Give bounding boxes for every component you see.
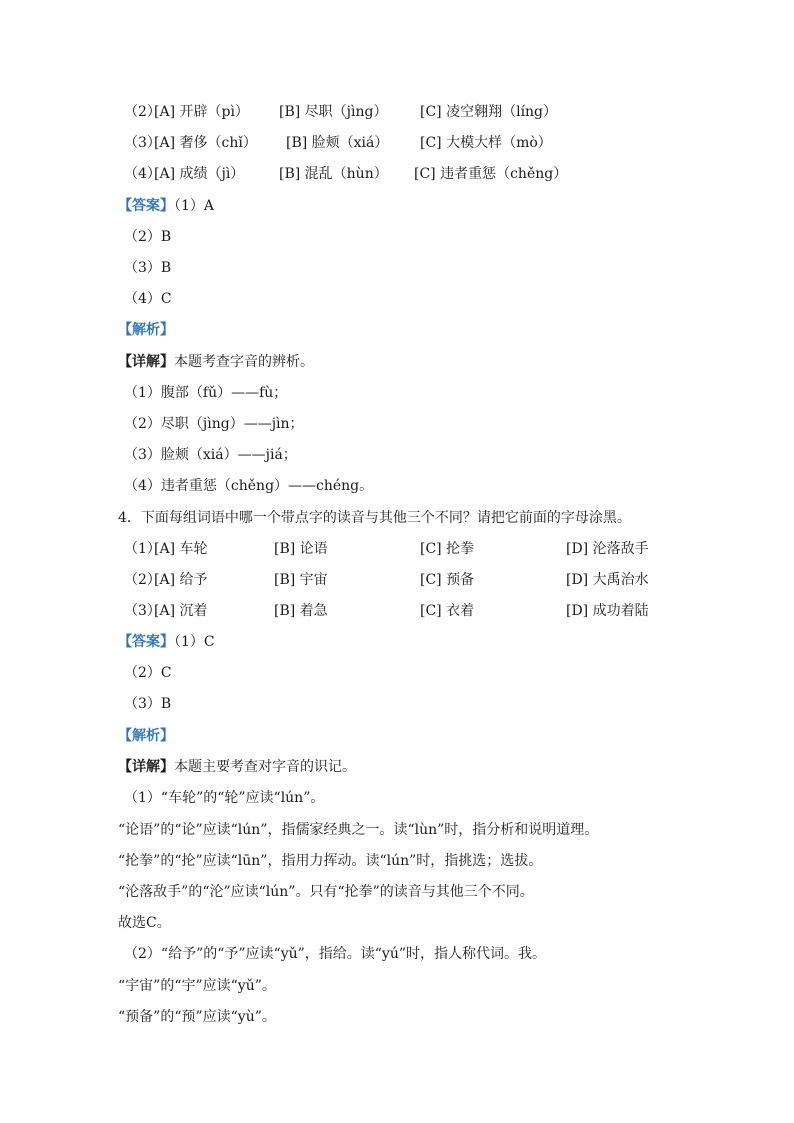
option-b: [B] 脸颊（xiá） (286, 135, 389, 151)
q4-detail-7: “宇宙”的“宇”应读“yǔ”。 (118, 978, 276, 994)
q3-detail-3: （3）脸颊（xiá）——jiá； (124, 447, 297, 463)
q4-answer-3: （3）B (124, 696, 172, 712)
q4-detail-4: “沦落敌手”的“沦”应读“lún”。只有“抡拳”的读音与其他三个不同。 (118, 884, 534, 900)
q3-detail (118, 352, 314, 372)
option-c: [C] 预备 (420, 572, 475, 588)
q4-analysis-tag: 【解析】 (118, 728, 174, 744)
q3-answer (118, 196, 214, 216)
row-number: （1） (124, 541, 161, 557)
option-a: [A] 开辟（pì） (154, 104, 249, 120)
option-d: [D] 成功着陆 (566, 603, 649, 619)
q4-detail (118, 757, 356, 777)
q4-detail-8: “预备”的“预”应读“yù”。 (118, 1009, 276, 1025)
q3-answer-3: （3）B (124, 260, 172, 276)
option-c: [C] 大模大样（mò） (420, 135, 552, 151)
answer-text: （1）A (174, 198, 215, 214)
option-b: [B] 宇宙 (274, 572, 328, 588)
q4-detail-6: （2）“给予”的“予”应读“yǔ”，指给。读“yú”时，指人称代词。我。 (124, 946, 547, 962)
q4-detail-2: “论语”的“论”应读“lún”，指儒家经典之一。读“lùn”时，指分析和说明道理。 (118, 822, 599, 838)
answer-tag: 【答案】 (118, 198, 174, 214)
row-number: （3） (124, 603, 161, 619)
row-number: （4） (124, 166, 161, 182)
option-b: [B] 尽职（jìng） (279, 104, 388, 120)
option-b: [B] 论语 (274, 541, 328, 557)
answer-tag: 【答案】 (118, 634, 174, 650)
option-b: [B] 混乱（hùn） (279, 166, 388, 182)
q3-answer-4: （4）C (124, 291, 172, 307)
answer-text: （1）C (174, 634, 215, 650)
option-d: [D] 沦落敌手 (566, 541, 649, 557)
q4-answer (118, 632, 215, 652)
q3-detail-1: （1）腹部（fǔ）——fù； (124, 385, 288, 401)
option-a: [A] 奢侈（chǐ） (154, 135, 257, 151)
option-d: [D] 大禹治水 (566, 572, 649, 588)
option-a: [A] 成绩（jì） (154, 166, 245, 182)
option-a: [A] 给予 (154, 572, 208, 588)
detail-tag: 【详解】 (118, 354, 174, 370)
detail-intro: 本题主要考查对字音的识记。 (174, 759, 356, 775)
detail-intro: 本题考查字音的辨析。 (174, 354, 314, 370)
option-a: [A] 沉着 (154, 603, 208, 619)
option-c: [C] 违者重惩（chěng） (414, 166, 568, 182)
option-c: [C] 凌空翱翔（líng） (420, 104, 558, 120)
row-number: （3） (124, 135, 161, 151)
row-number: （2） (124, 572, 161, 588)
row-number: （2） (124, 104, 161, 120)
option-c: [C] 衣着 (420, 603, 475, 619)
detail-tag: 【详解】 (118, 759, 174, 775)
q4-detail-5: 故选C。 (118, 915, 171, 931)
option-a: [A] 车轮 (154, 541, 208, 557)
option-c: [C] 抡拳 (420, 541, 475, 557)
q3-answer-2: （2）B (124, 229, 172, 245)
q4-detail-1: （1）“车轮”的“轮”应读“lún”。 (124, 790, 325, 806)
q4-title: 4．下面每组词语中哪一个带点字的读音与其他三个不同？请把它前面的字母涂黑。 (118, 510, 631, 526)
q3-detail-4: （4）违者重惩（chěng）——chéng。 (124, 478, 374, 494)
q4-detail-3: “抡拳”的“抡”应读“lūn”，指用力挥动。读“lún”时，指挑选；选拔。 (118, 853, 543, 869)
q3-detail-2: （2）尽职（jìng）——jìn； (124, 416, 304, 432)
option-b: [B] 着急 (274, 603, 328, 619)
q4-answer-2: （2）C (124, 665, 172, 681)
q3-analysis-tag: 【解析】 (118, 322, 174, 338)
